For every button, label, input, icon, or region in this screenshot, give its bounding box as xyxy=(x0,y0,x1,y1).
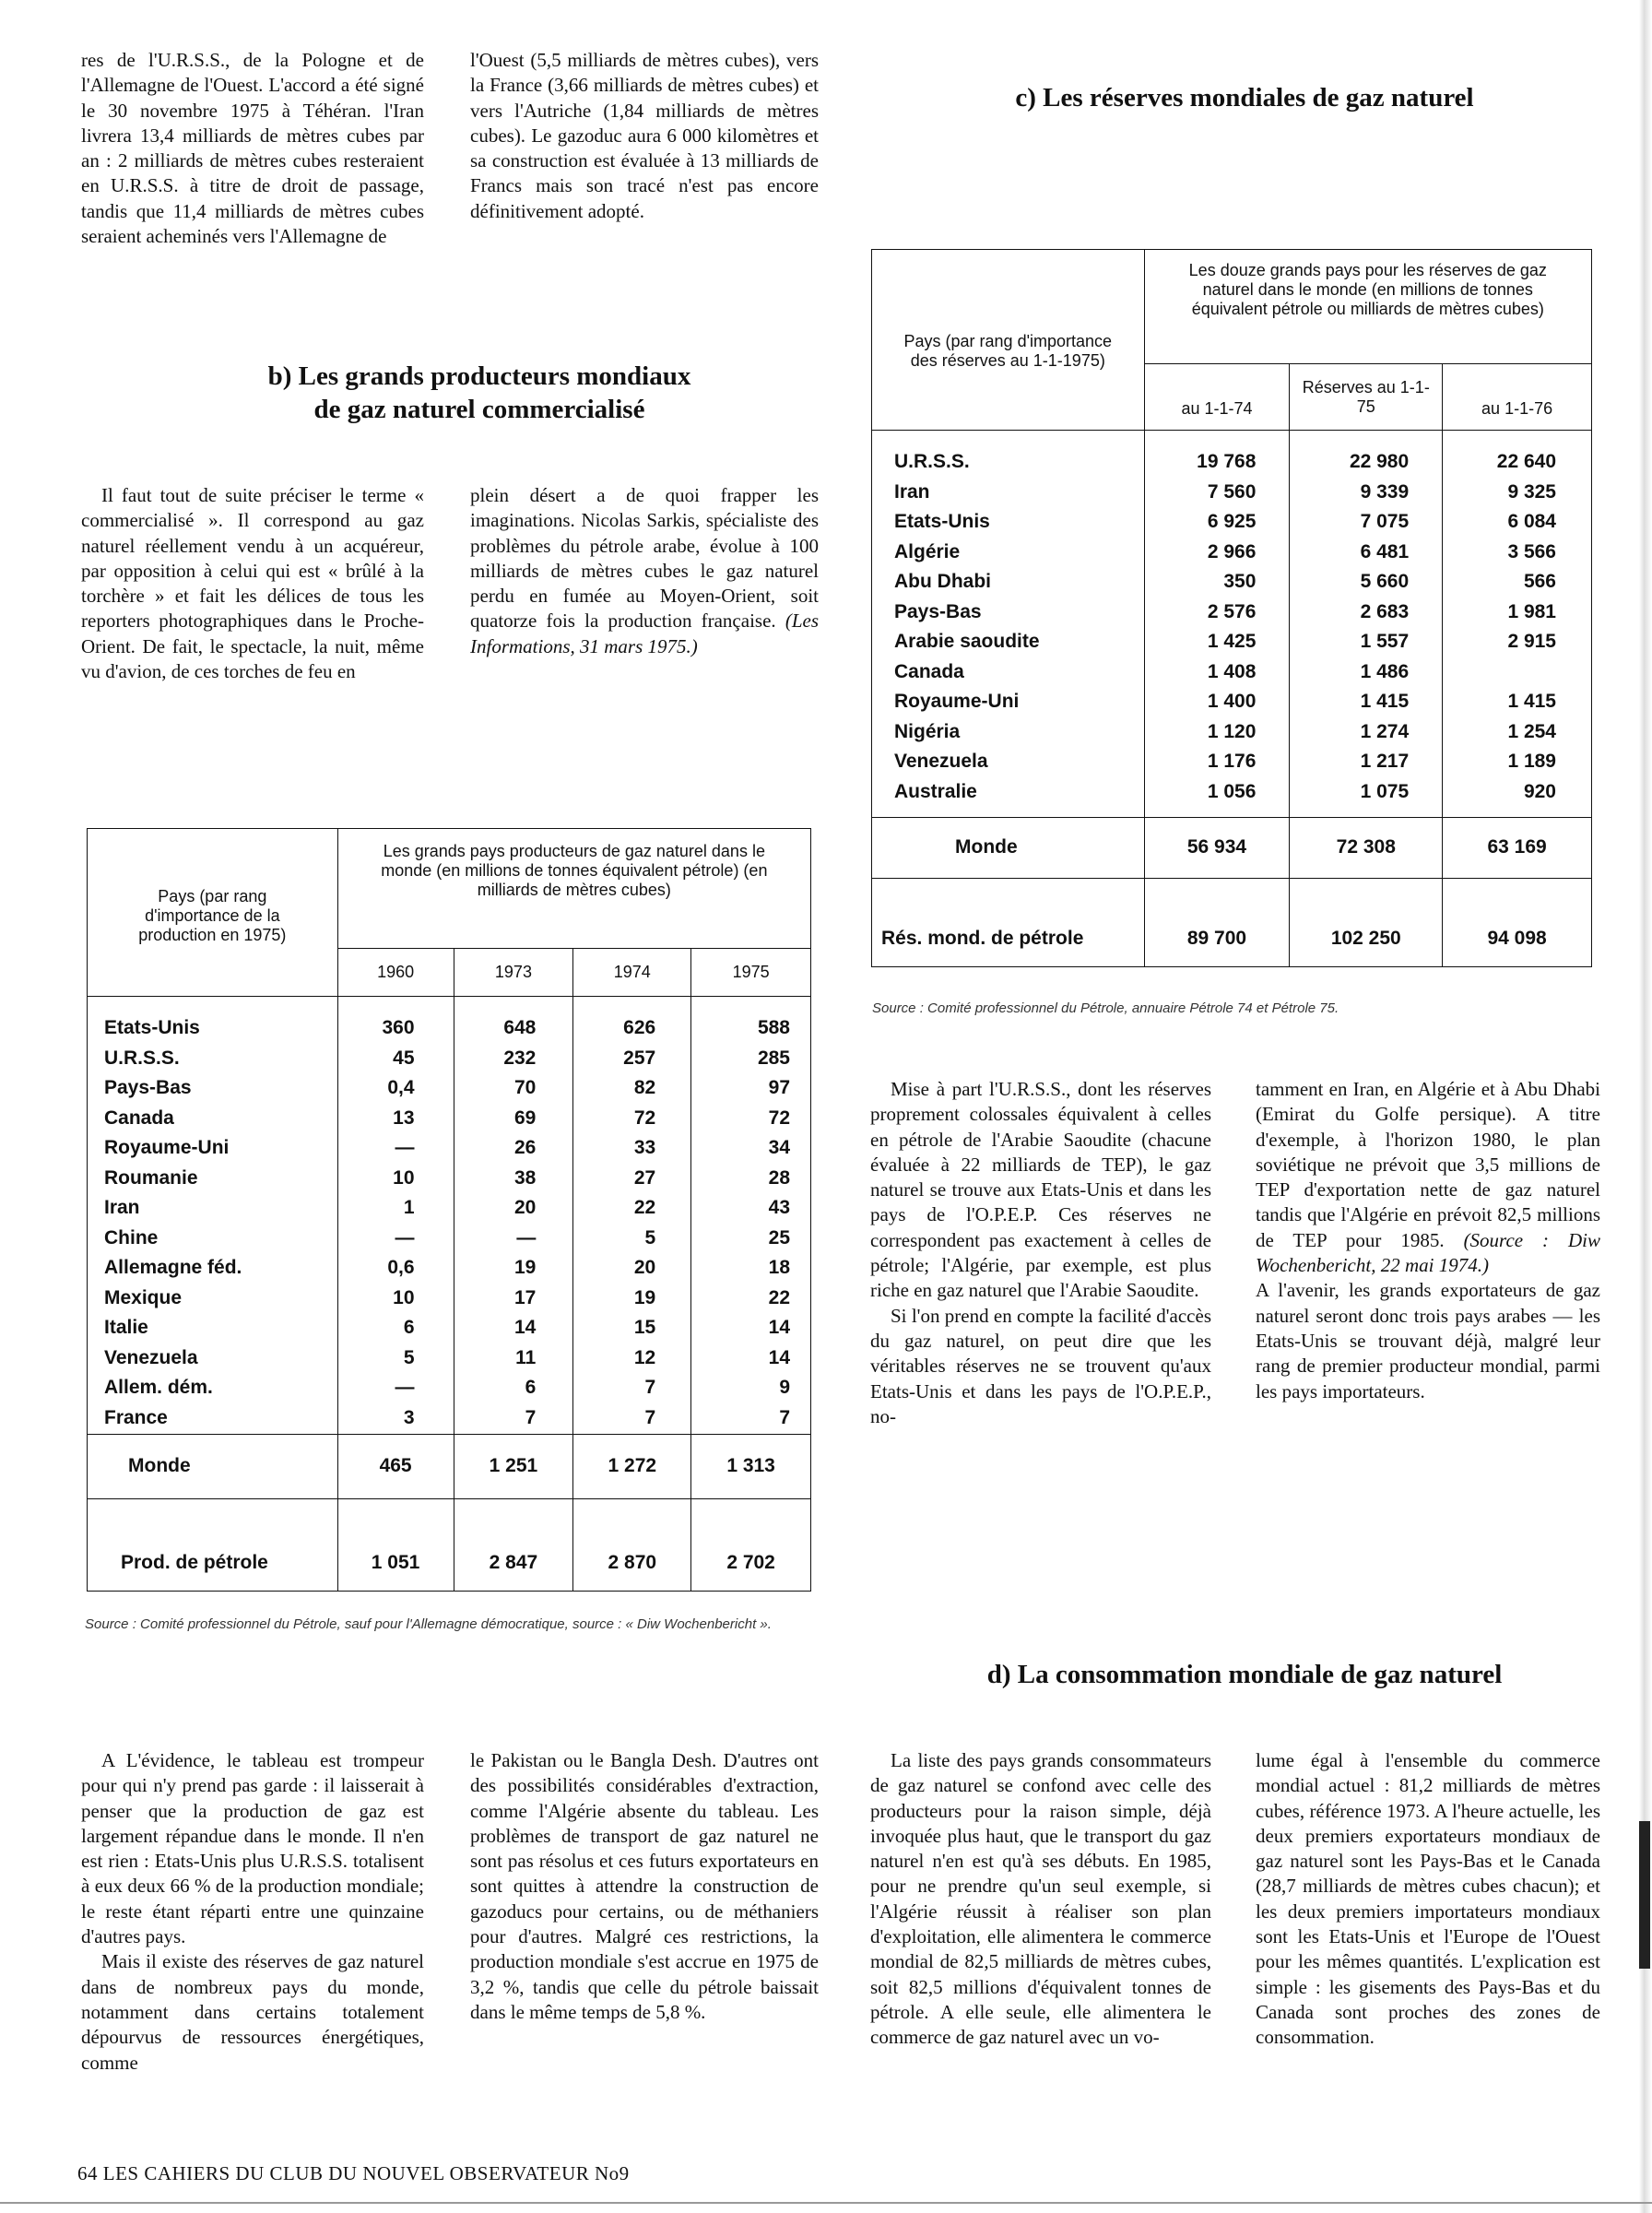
table-cell: 350 xyxy=(1223,571,1257,592)
table-cell: 7 560 xyxy=(1207,480,1257,503)
table-cell: 566 xyxy=(1523,571,1556,592)
table-cell: 6 481 xyxy=(1360,540,1410,562)
reserves-col-1974: au 1-1-74 xyxy=(1144,364,1290,431)
table-cell: 27 xyxy=(633,1166,656,1189)
table-cell: 588 xyxy=(757,1017,790,1038)
table-cell: 69 xyxy=(514,1106,537,1129)
table-cell: Chine xyxy=(104,1226,159,1249)
table-cell: 26 xyxy=(514,1137,537,1158)
producers-header-country: Pays (par rang d'importance de la production en 1975) xyxy=(88,829,338,997)
citation: (Les Informations, 31 mars 1975.) xyxy=(470,609,819,657)
table-cell: 1 120 xyxy=(1207,720,1257,742)
reserves-values-1974 xyxy=(1144,431,1290,818)
table-cell: 1 xyxy=(403,1197,415,1218)
producers-oil-1975: 2 702 xyxy=(691,1499,811,1592)
producers-table xyxy=(87,828,811,1592)
table-cell: Algérie xyxy=(894,540,961,562)
table-cell: Canada xyxy=(104,1106,174,1129)
table-cell: 18 xyxy=(768,1257,790,1278)
table-cell: U.R.S.S. xyxy=(894,451,970,472)
table-cell: France xyxy=(104,1406,168,1428)
table-cell: 72 xyxy=(768,1106,790,1129)
table-cell: 1 056 xyxy=(1207,780,1257,802)
reserves-oil-1974: 89 700 xyxy=(1144,879,1290,967)
producers-year-1974: 1974 xyxy=(573,949,691,997)
c-text-col1 xyxy=(870,1077,1211,1429)
table-cell: Etats-Unis xyxy=(104,1017,200,1038)
table-cell: 14 xyxy=(514,1317,537,1338)
table-cell: 6 xyxy=(525,1377,537,1398)
table-cell: 7 xyxy=(525,1406,537,1428)
table-cell: 82 xyxy=(633,1077,656,1098)
table-cell: 3 566 xyxy=(1507,540,1556,562)
table-cell: 9 325 xyxy=(1507,480,1556,503)
reserves-country-list xyxy=(872,431,1145,818)
table-cell: 6 084 xyxy=(1507,511,1556,532)
table-cell: Venezuela xyxy=(894,751,988,772)
table-cell: Allem. dém. xyxy=(104,1377,213,1398)
paragraph: Si l'on prend en compte la facilité d'accès du gaz naturel, on peut dire que les véritables réserves ne se trouvent qu'aux Etats-Unis et dans les pays de l'O.P.E.P., no- xyxy=(870,1304,1211,1427)
table-cell: 1 425 xyxy=(1207,631,1257,652)
table-cell: 13 xyxy=(393,1106,415,1129)
paragraph: l'Ouest (5,5 milliards de mètres cubes), vers la France (3,66 milliards de mètres cubes) et vers l'Autriche (1,84 milliards de mètres cubes). Le gazoduc aura 6 000 kilomètres et sa construction est évaluée à 13 milliards de Francs mais son tracé n'est pas encore définitivement adopté. xyxy=(470,49,819,222)
table-cell: 1 176 xyxy=(1207,751,1257,772)
table-cell: 920 xyxy=(1523,780,1556,802)
producers-oil-label: Prod. de pétrole xyxy=(88,1499,338,1592)
table-cell: 10 xyxy=(393,1166,415,1189)
bottom-text-col1 xyxy=(81,1748,424,2076)
paragraph: A l'avenir, les grands exportateurs de gaz naturel seront donc trois pays arabes — les Etats-Unis se trouvant déjà, malgré leur rang de premier producteur mondial, parmi les pays importateurs. xyxy=(1256,1279,1600,1402)
table-cell: 45 xyxy=(393,1047,415,1069)
table-cell: 33 xyxy=(633,1137,656,1158)
section-c-heading xyxy=(885,81,1604,114)
producers-world-label: Monde xyxy=(88,1435,338,1499)
table-cell: 14 xyxy=(768,1317,790,1338)
table-cell: 7 xyxy=(644,1406,656,1428)
page-footer: 64 LES CAHIERS DU CLUB DU NOUVEL OBSERVATEUR No9 xyxy=(77,2162,630,2184)
table-cell: — xyxy=(395,1226,415,1249)
producers-year-1973: 1973 xyxy=(454,949,573,997)
reserves-oil-label: Rés. mond. de pétrole xyxy=(872,879,1145,967)
table-cell: 17 xyxy=(514,1286,537,1308)
reserves-col-1975: Réserves au 1-1-75 xyxy=(1290,364,1443,431)
table-cell xyxy=(1452,657,1556,688)
table-cell: — xyxy=(516,1226,537,1249)
table-cell: 22 xyxy=(633,1197,656,1218)
reserves-header-group: Les douze grands pays pour les réserves de gaz naturel dans le monde (en millions de tonnes équivalent pétrole ou milliards de mètres cubes) xyxy=(1144,250,1591,364)
table-cell: 1 254 xyxy=(1507,720,1556,742)
reserves-world-1975: 72 308 xyxy=(1290,818,1443,879)
table-cell: 34 xyxy=(768,1137,790,1158)
producers-world-1973: 1 251 xyxy=(454,1435,573,1499)
table-cell: 22 980 xyxy=(1349,451,1410,472)
table-cell: 1 408 xyxy=(1207,660,1257,682)
table-cell: 19 768 xyxy=(1197,451,1257,472)
producers-year-1960: 1960 xyxy=(337,949,454,997)
table-cell: 1 981 xyxy=(1507,600,1556,622)
paragraph: Il faut tout de suite préciser le terme « commercialisé ». Il correspond au gaz naturel réellement vendu à un acquéreur, par opposition à celui qui est « brûlé à la torchère » et fait les délices de tous les reporters photographiques dans le Proche-Orient. De fait, le spectacle, la nuit, même vu d'avion, de ces torches de feu en xyxy=(81,484,424,683)
table-cell: 6 xyxy=(403,1317,415,1338)
producers-values-1973 xyxy=(454,997,573,1435)
table-cell: 19 xyxy=(633,1286,656,1308)
paragraph: lume égal à l'ensemble du commerce mondial actuel : 81,2 milliards de mètres cubes, référence 1973. A l'heure actuelle, les deux premiers exportateurs mondiaux de gaz naturel sont les Pays-Bas et le Canada (28,7 milliards de mètres cubes chacun); et les deux premiers importateurs mondiaux sont les Etats-Unis et l'Europe de l'Ouest pour les mêmes quantités. L'explication est simple : les gisements des Pays-Bas et du Canada sont proches des zones de consommation. xyxy=(1256,1749,1600,2049)
table-cell: 1 486 xyxy=(1360,660,1410,682)
reserves-source: Source : Comité professionnel du Pétrole, annuaire Pétrole 74 et Pétrole 75. xyxy=(872,1000,1339,1016)
table-cell: 22 640 xyxy=(1496,451,1556,472)
table-cell: 648 xyxy=(503,1017,537,1038)
table-cell: 14 xyxy=(768,1346,790,1368)
table-cell: 1 217 xyxy=(1360,751,1410,772)
table-cell: 232 xyxy=(503,1047,537,1069)
table-cell: — xyxy=(395,1377,415,1398)
section-d-title: d) La consommation mondiale de gaz naturel xyxy=(986,1660,1503,1689)
producers-world-1975: 1 313 xyxy=(691,1435,811,1499)
paragraph-main: tamment en Iran, en Algérie et à Abu Dhabi (Emirat du Golfe persique). A titre d'exemple, à l'horizon 1980, le plan soviétique ne prévoit que 3,5 millions de TEP d'exportation nette de gaz naturel tandis que l'Algérie en prévoit 82,5 millions de TEP pour 1985. xyxy=(1256,1078,1600,1251)
table-cell: 9 xyxy=(779,1377,790,1398)
table-cell: Canada xyxy=(894,660,964,682)
table-cell: Venezuela xyxy=(104,1346,198,1368)
table-cell: 0,6 xyxy=(387,1257,415,1278)
section-b-heading xyxy=(166,360,793,426)
table-cell: 1 274 xyxy=(1360,720,1410,742)
section-b-title-line1: b) Les grands producteurs mondiaux xyxy=(267,361,691,391)
table-cell: Roumanie xyxy=(104,1166,198,1189)
table-cell: Etats-Unis xyxy=(894,511,990,532)
producers-oil-1960: 1 051 xyxy=(337,1499,454,1592)
table-cell: 1 415 xyxy=(1507,691,1556,712)
table-cell: Royaume-Uni xyxy=(104,1137,230,1158)
table-cell: 626 xyxy=(623,1017,656,1038)
table-cell: Arabie saoudite xyxy=(894,631,1040,652)
paragraph: La liste des pays grands consommateurs de gaz naturel se confond avec celle des producteurs pour la raison simple, déjà invoquée plus haut, que le transport du gaz naturel n'en est qu'à ses débuts. En 1985, pour ne prendre qu'un seul exemple, si l'Algérie réussit à réaliser son plan d'exploitation, elle alimentera le commerce mondial de 82,5 milliards de mètres cubes, soit 82,5 millions d'équivalent tonnes de pétrole. A elle seule, elle alimentera le commerce de gaz naturel avec un vo- xyxy=(870,1749,1211,2049)
producers-header-group: Les grands pays producteurs de gaz naturel dans le monde (en millions de tonnes équivalent pétrole) (en milliards de mètres cubes) xyxy=(337,829,810,949)
paragraph-main: plein désert a de quoi frapper les imaginations. Nicolas Sarkis, spécialiste des problèmes du pétrole arabe, évolue à 100 milliards de mètres cubes le gaz naturel perdu en fumée au Moyen-Orient, soit quatorze fois la production française. xyxy=(470,484,819,633)
table-cell: 25 xyxy=(768,1226,790,1249)
producers-world-1960: 465 xyxy=(337,1435,454,1499)
table-cell: 1 189 xyxy=(1507,751,1556,772)
reserves-world-label: Monde xyxy=(872,818,1145,879)
table-cell: 20 xyxy=(633,1257,656,1278)
reserves-table xyxy=(871,249,1592,967)
reserves-col-1976: au 1-1-76 xyxy=(1443,364,1592,431)
reserves-values-1975 xyxy=(1290,431,1443,818)
table-cell: 7 xyxy=(644,1377,656,1398)
table-cell: 5 xyxy=(644,1226,656,1249)
table-cell: 1 557 xyxy=(1360,631,1410,652)
table-cell: 285 xyxy=(757,1047,790,1069)
producers-oil-1973: 2 847 xyxy=(454,1499,573,1592)
table-cell: Royaume-Uni xyxy=(894,691,1020,712)
table-cell: 72 xyxy=(633,1106,656,1129)
paragraph xyxy=(470,483,819,659)
d-text-col2 xyxy=(1256,1748,1600,2051)
table-cell: — xyxy=(395,1137,415,1158)
table-cell: 1 415 xyxy=(1360,691,1410,712)
table-cell: 1 075 xyxy=(1360,780,1410,802)
section-c-title: c) Les réserves mondiales de gaz naturel xyxy=(1015,83,1474,112)
table-cell: Allemagne féd. xyxy=(104,1257,242,1278)
paragraph: A L'évidence, le tableau est trompeur pour qui n'y prend pas garde : il laisserait à penser que la production de gaz est largement répandue dans le monde. Il n'en est rien : Etats-Unis plus U.R.S.S. totalisent à eux deux 66 % de la production mondiale; le reste étant réparti entre une quinzaine d'autres pays. xyxy=(81,1749,424,1948)
reserves-oil-1975: 102 250 xyxy=(1290,879,1443,967)
producers-oil-1974: 2 870 xyxy=(573,1499,691,1592)
producers-world-1974: 1 272 xyxy=(573,1435,691,1499)
paragraph: le Pakistan ou le Bangla Desh. D'autres ont des possibilités considérables d'extraction, comme l'Algérie absente du tableau. Les problèmes de transport de gaz naturel ne sont pas résolus et ces futurs exportateurs en sont quittes à attendre la construction de gazoducs pour certains, ou de méthaniers pour d'autres. Malgré ces restrictions, la production mondiale s'est accrue en 1975 de 3,2 %, tandis que celle du pétrole baissait dans le même temps de 5,8 %. xyxy=(470,1749,819,2023)
c-text-col2 xyxy=(1256,1077,1600,1404)
table-cell: 70 xyxy=(514,1077,537,1098)
table-cell: Abu Dhabi xyxy=(894,571,991,592)
table-cell: 10 xyxy=(393,1286,415,1308)
table-cell: Australie xyxy=(894,780,977,802)
table-cell: 22 xyxy=(768,1286,790,1308)
table-cell: 7 075 xyxy=(1360,511,1410,532)
citation: (Source : Diw Wochenbericht, 22 mai 1974.) xyxy=(1256,1228,1600,1277)
reserves-oil-1976: 94 098 xyxy=(1443,879,1592,967)
paragraph: Mais il existe des réserves de gaz naturel dans de nombreux pays du monde, notamment dans certains totalement dépourvus de ressources énergétiques, comme xyxy=(81,1950,424,2074)
table-cell: 2 966 xyxy=(1207,540,1257,562)
producers-values-1960 xyxy=(337,997,454,1435)
top-text-col2 xyxy=(470,48,819,224)
table-cell: Iran xyxy=(104,1197,140,1218)
table-cell: 2 915 xyxy=(1507,631,1556,652)
table-cell: 9 339 xyxy=(1360,480,1410,503)
table-cell: Italie xyxy=(104,1317,148,1338)
table-cell: Iran xyxy=(894,480,930,503)
scan-edge-mark xyxy=(1639,1821,1650,1969)
producers-values-1974 xyxy=(573,997,691,1435)
table-cell: 19 xyxy=(514,1257,537,1278)
top-text-col1 xyxy=(81,48,424,249)
reserves-header-country: Pays (par rang d'importance des réserves au 1-1-1975) xyxy=(872,250,1145,431)
producers-source: Source : Comité professionnel du Pétrole, sauf pour l'Allemagne démocratique, source : « Diw Wochenbericht ». xyxy=(85,1616,772,1632)
table-cell: 3 xyxy=(403,1406,415,1428)
table-cell: 11 xyxy=(515,1346,537,1368)
table-cell: 43 xyxy=(768,1197,790,1218)
reserves-values-1976 xyxy=(1443,431,1592,818)
table-cell: Nigéria xyxy=(894,720,961,742)
table-cell: 12 xyxy=(633,1346,656,1368)
table-cell: 6 925 xyxy=(1207,511,1257,532)
section-d-heading xyxy=(885,1658,1604,1691)
table-cell: 5 xyxy=(403,1346,415,1368)
table-cell: Pays-Bas xyxy=(894,600,982,622)
reserves-world-1976: 63 169 xyxy=(1443,818,1592,879)
table-cell: 20 xyxy=(514,1197,537,1218)
scan-bottom-edge xyxy=(0,2202,1652,2204)
table-cell: 257 xyxy=(623,1047,656,1069)
table-cell: 15 xyxy=(633,1317,656,1338)
table-cell: 28 xyxy=(768,1166,790,1189)
producers-country-list xyxy=(88,997,338,1435)
table-cell: 5 660 xyxy=(1360,571,1410,592)
bottom-text-col2 xyxy=(470,1748,819,2025)
producers-values-1975 xyxy=(691,997,811,1435)
table-cell: 1 400 xyxy=(1207,691,1257,712)
table-cell: Mexique xyxy=(104,1286,183,1308)
table-cell: 2 683 xyxy=(1360,600,1410,622)
d-text-col1 xyxy=(870,1748,1211,2051)
paragraph xyxy=(1256,1077,1600,1278)
table-cell: 38 xyxy=(514,1166,537,1189)
table-cell: 97 xyxy=(768,1077,790,1098)
paragraph: Mise à part l'U.R.S.S., dont les réserves proprement colossales équivalent à celles en pétrole de l'Arabie Saoudite (chacune évaluée à 22 milliards de TEP), le gaz naturel se trouve aux Etats-Unis et dans les pays de l'O.P.E.P. Ces réserves ne correspondent pas exactement à celles de pétrole; l'Algérie, par exemple, est plus riche en gaz naturel que l'Arabie Saoudite. xyxy=(870,1078,1211,1302)
section-b-title-line2: de gaz naturel commercialisé xyxy=(313,395,645,424)
table-cell: 2 576 xyxy=(1207,600,1257,622)
b-text-col2 xyxy=(470,483,819,659)
producers-year-1975: 1975 xyxy=(691,949,811,997)
table-cell: U.R.S.S. xyxy=(104,1047,180,1069)
table-cell: Pays-Bas xyxy=(104,1077,192,1098)
table-cell: 7 xyxy=(779,1406,790,1428)
table-cell: 0,4 xyxy=(387,1077,415,1098)
paragraph: res de l'U.R.S.S., de la Pologne et de l'Allemagne de l'Ouest. L'accord a été signé le 30 novembre 1975 à Téhéran. l'Iran livrera 13,4 milliards de mètres cubes par an : 2 milliards de mètres cubes resteraient en U.R.S.S. à titre de droit de passage, tandis que 11,4 milliards de mètres cubes seraient acheminés vers l'Allemagne de xyxy=(81,49,424,248)
reserves-world-1974: 56 934 xyxy=(1144,818,1290,879)
b-text-col1 xyxy=(81,483,424,684)
table-cell: 360 xyxy=(382,1017,415,1038)
